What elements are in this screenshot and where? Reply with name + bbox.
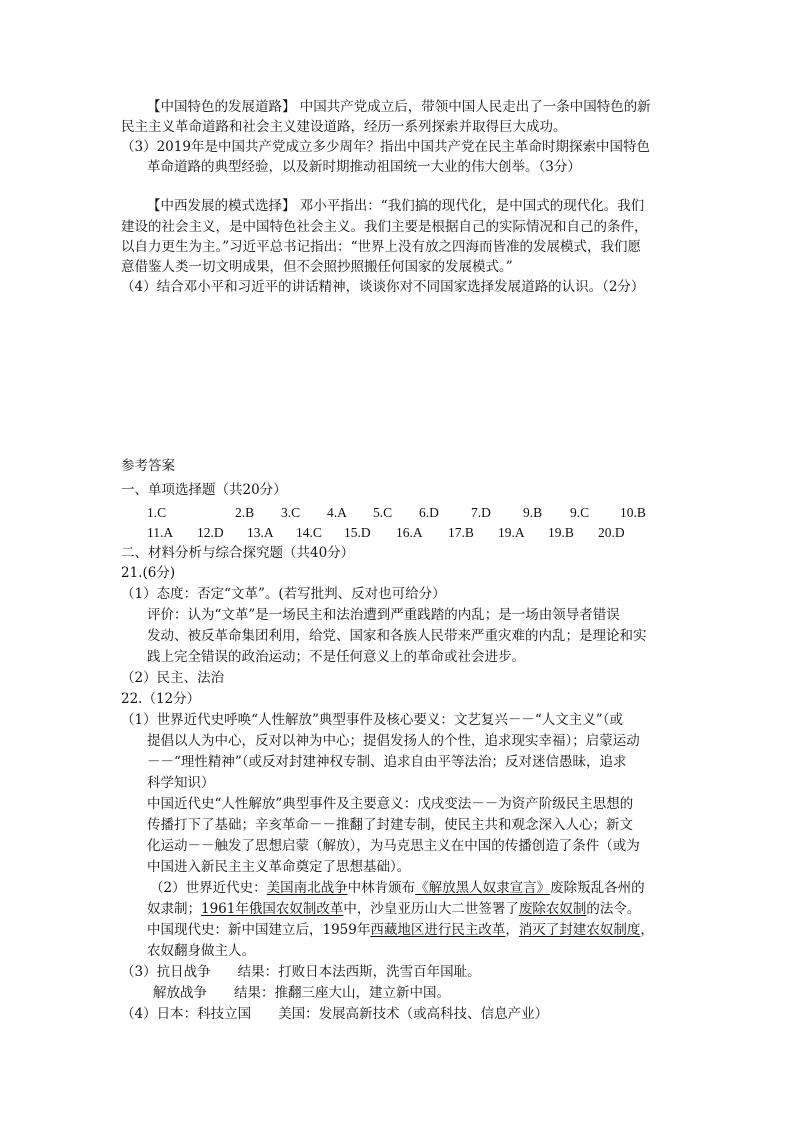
q22-part1-line3: －－“理性精神”（或反对封建神权专制、追求自由平等法治；反对迷信愚昧，追求 <box>147 754 627 770</box>
mc-answer: 19.A <box>498 525 525 540</box>
part1-title: 一、单项选择题（共20分） <box>121 482 287 498</box>
mc-answer: 20.D <box>598 525 625 540</box>
q22-part1-line6: 传播打下了基础；辛亥革命－－推翻了封建专制，使民主共和观念深入人心；新文 <box>147 817 633 833</box>
q22-part2-line1: （2）世界近代史：美国南北战争中林肯颁布《解放黑人奴隶宣言》废除叛乱各州的 <box>150 880 645 896</box>
q22-part1-line5: 中国近代史“人性解放”典型事件及主要意义：戊戌变法－－为资产阶级民主思想的 <box>147 796 634 812</box>
q22-heading: 22.（12分） <box>121 691 201 707</box>
question4: （4）结合邓小平和习近平的讲话精神，谈谈你对不同国家选择发展道路的认识。（2分） <box>121 279 645 295</box>
q22-part1-line1: （1）世界近代史呼唤“人性解放”典型事件及核心要义：文艺复兴－－“人文主义”（或 <box>121 712 623 728</box>
q22-part1-line8: 中国进入新民主主义革命奠定了思想基础）。 <box>147 859 411 875</box>
mc-answer: 7.D <box>471 505 491 520</box>
section3-intro-line1: 【中国特色的发展道路】 中国共产党成立后，带领中国人民走出了一条中国特色的新 <box>147 99 651 115</box>
section3-intro-line2: 民主主义革命道路和社会主义建设道路，经历一系列探索并取得巨大成功。 <box>121 119 567 135</box>
mc-answer: 3.C <box>281 505 301 520</box>
q21-part2: （2）民主、法治 <box>121 670 225 686</box>
answers-title: 参考答案 <box>121 458 175 474</box>
part2-title: 二、材料分析与综合探究题（共40分） <box>121 545 355 561</box>
mc-answer: 17.B <box>448 525 474 540</box>
mc-answer: 4.A <box>327 505 347 520</box>
section4-intro-line1: 【中西发展的模式选择】 邓小平指出：“我们搞的现代化，是中国式的现代化。我们 <box>147 198 645 214</box>
q22-part2-line2: 奴隶制；1961年俄国农奴制改革中，沙皇亚历山大二世签署了废除农奴制的法令。 <box>147 901 641 917</box>
mc-answer: 6.D <box>419 505 439 520</box>
section4-intro-line4: 意借鉴人类一切文明成果，但不会照抄照搬任何国家的发展模式。” <box>121 259 513 275</box>
q21-heading: 21.(6分) <box>121 565 176 581</box>
question3-line2: 革命道路的典型经验，以及新时期推动祖国统一大业的伟大创举。（3分） <box>147 159 581 175</box>
q21-part1: （1）态度：否定“文革”。(若写批判、反对也可给分） <box>121 586 446 602</box>
underlined-term: 西藏地区进行民主改革 <box>370 922 506 938</box>
q21-eval-line3: 践上完全错误的政治运动；不是任何意义上的革命或社会进步。 <box>147 649 525 665</box>
q21-eval-line1: 评价：认为“文革”是一场民主和法治遭到严重践踏的内乱；是一场由领导者错误 <box>147 607 620 623</box>
q22-part2-line3: 中国现代史：新中国建立后，1959年西藏地区进行民主改革，消灭了封建农奴制度， <box>147 922 654 938</box>
mc-answer: 13.A <box>247 525 274 540</box>
q21-eval-line2: 发动、被反革命集团利用，给党、国家和各族人民带来严重灾难的内乱；是理论和实 <box>147 628 647 644</box>
underlined-term: 1961年俄国农奴制改革 <box>201 901 344 917</box>
q22-part1-line4: 科学知识） <box>147 775 215 791</box>
q22-part3-line2: 解放战争 结果：推翻三座大山，建立新中国。 <box>153 985 450 1001</box>
q22-part4: （4）日本：科技立国 美国：发展高新技术（或高科技、信息产业） <box>121 1006 549 1022</box>
mc-answer: 11.A <box>147 525 174 540</box>
q22-part1-line2: 提倡以人为中心，反对以神为中心；提倡发扬人的个性，追求现实幸福）；启蒙运动 <box>147 733 640 749</box>
mc-answer: 5.C <box>373 505 393 520</box>
underlined-term: 《解放黑人奴隶宣言》 <box>415 880 551 896</box>
underlined-term: 废除农奴制 <box>518 901 587 917</box>
underlined-term: 消灭了封建农奴制度 <box>518 922 641 938</box>
mc-answer: 9.C <box>570 505 590 520</box>
mc-answer: 9.B <box>523 505 543 520</box>
q22-part2-line4: 农奴翻身做主人。 <box>147 943 255 959</box>
mc-answer: 10.B <box>620 505 646 520</box>
mc-answer: 14.C <box>296 525 322 540</box>
q22-part3-line1: （3）抗日战争 结果：打败日本法西斯，洗雪百年国耻。 <box>121 964 481 980</box>
section4-intro-line3: 以自力更生为主。”习近平总书记指出：“世界上没有放之四海而皆准的发展模式，我们愿 <box>121 239 642 255</box>
mc-answer: 1.C <box>147 505 167 520</box>
mc-answer: 15.D <box>344 525 371 540</box>
mc-answer: 12.D <box>197 525 224 540</box>
mc-answers-row2 <box>147 523 625 543</box>
mc-answer: 19.B <box>548 525 574 540</box>
section4-intro-line2: 建设的社会主义，是中国特色社会主义。我们主要是根据自己的实际情况和自己的条件， <box>121 219 648 235</box>
mc-answers-row1 <box>147 503 646 523</box>
q22-part1-line7: 化运动－－触发了思想启蒙（解放），为马克思主义在中国的传播创造了条件（或为 <box>147 838 640 854</box>
underlined-term: 美国南北战争 <box>266 880 348 896</box>
mc-answer: 16.A <box>396 525 423 540</box>
question3-line1: （3）2019年是中国共产党成立多少周年？指出中国共产党在民主革命时期探索中国特色 <box>121 139 650 155</box>
mc-answer: 2.B <box>235 505 255 520</box>
